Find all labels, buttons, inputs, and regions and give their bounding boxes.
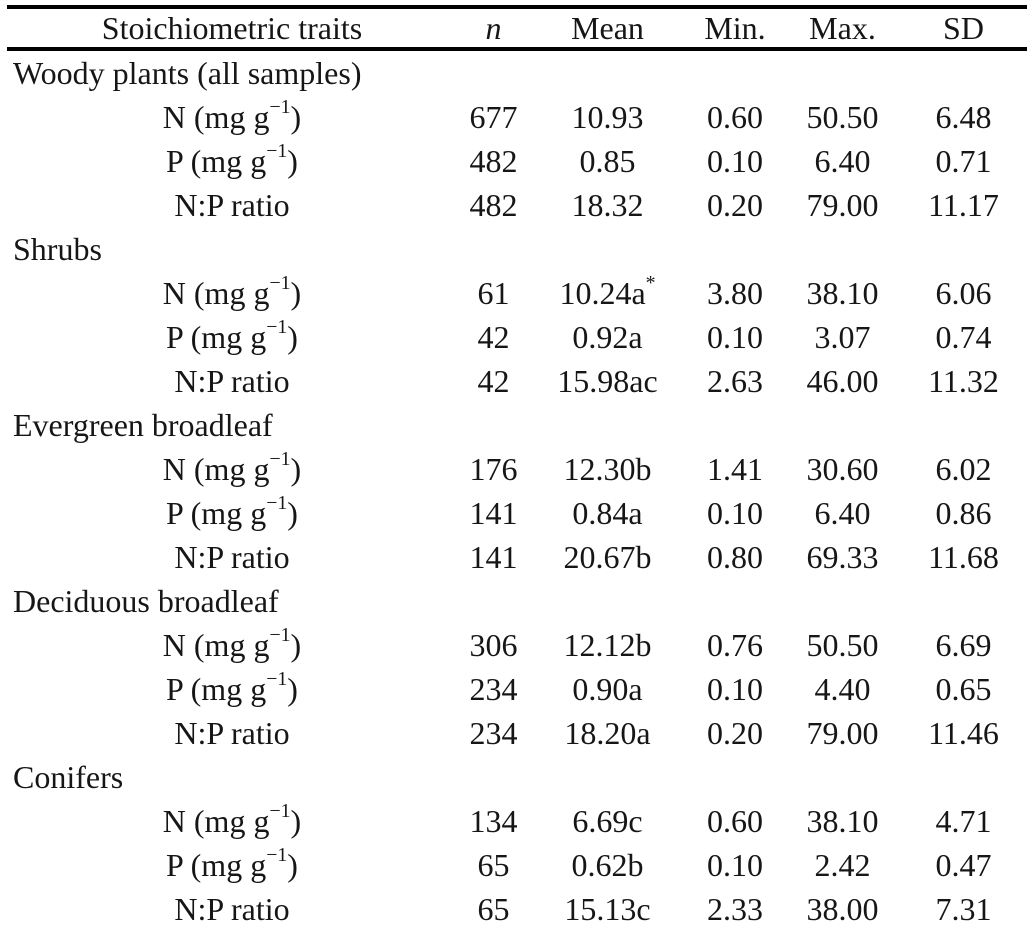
mean-cell: 15.13c [564,890,651,927]
sd-cell: 11.17 [928,186,999,223]
superscript: −1 [266,140,288,163]
n-cell: 677 [469,98,518,135]
trait-cell: P (mg $g^{-1}$) [166,316,298,355]
superscript: −1 [266,668,288,691]
n-cell: 61 [477,274,510,311]
group-row-deciduous-broadleaf [7,579,1027,623]
n-cell: 306 [469,626,518,663]
sd-cell: 6.69 [935,626,992,663]
n-cell: 482 [469,186,518,223]
header-min: Min. [704,9,766,46]
header-mean: Mean [571,9,644,46]
n-cell: 141 [469,538,518,575]
max-cell: 79.00 [806,186,879,223]
sd-cell: 7.31 [935,890,992,927]
table-row [7,535,1027,579]
min-cell: 0.20 [707,714,763,751]
table-row [7,315,1027,359]
superscript: −1 [266,316,288,339]
sd-cell: 0.71 [935,142,992,179]
max-cell: 4.40 [814,670,871,707]
sd-cell: 11.46 [928,714,999,751]
n-cell: 176 [469,450,518,487]
max-cell: 3.07 [814,318,871,355]
group-row-shrubs [7,227,1027,271]
superscript: −1 [269,272,291,295]
mean-cell: 0.90a [572,670,643,707]
trait-cell: N (mg $g^{-1}$) [162,800,302,839]
superscript: −1 [269,624,291,647]
mean-cell: 18.20a [564,714,651,751]
n-cell: 65 [477,890,510,927]
n-cell: 234 [469,714,518,751]
trait-cell: N (mg $g^{-1}$) [162,624,302,663]
max-cell: 79.00 [806,714,879,751]
superscript-asterisk: * [645,272,656,295]
table-row [7,843,1027,887]
min-cell: 0.10 [707,318,763,355]
sd-cell: 6.06 [935,274,992,311]
header-max: Max. [809,9,876,46]
trait-cell: N:P ratio [174,362,290,399]
table-header-row [7,7,1027,49]
superscript: −1 [269,96,291,119]
sd-cell: 4.71 [935,802,992,839]
table-row [7,139,1027,183]
min-cell: 0.10 [707,846,763,883]
header-trait: Stoichiometric traits [101,9,363,46]
min-cell: 0.60 [707,98,763,135]
mean-cell: 6.69c [572,802,643,839]
min-cell: 2.33 [707,890,763,927]
n-cell: 42 [477,318,510,355]
max-cell: 2.42 [814,846,871,883]
table-row [7,491,1027,535]
trait-cell: N:P ratio [174,538,290,575]
superscript: −1 [269,800,291,823]
trait-cell: P (mg $g^{-1}$) [166,668,298,707]
n-cell: 482 [469,142,518,179]
trait-cell: P (mg $g^{-1}$) [166,492,298,531]
superscript: −1 [266,492,288,515]
group-row-woody-plants [7,49,1027,95]
table-row [7,887,1027,931]
sd-cell: 0.47 [935,846,992,883]
table-row [7,447,1027,491]
n-cell: 234 [469,670,518,707]
sd-cell: 0.86 [935,494,992,531]
mean-cell: 15.98ac [557,362,658,399]
group-label: Woody plants (all samples) [13,54,362,91]
min-cell: 2.63 [707,362,763,399]
max-cell: 46.00 [806,362,879,399]
mean-cell: 0.92a [572,318,643,355]
max-cell: 38.10 [806,274,879,311]
max-cell: 50.50 [806,626,879,663]
table-row [7,799,1027,843]
header-n: n [485,9,502,46]
n-cell: 65 [477,846,510,883]
table-row [7,359,1027,403]
max-cell: 6.40 [814,494,871,531]
group-label: Evergreen broadleaf [13,406,273,443]
group-label: Shrubs [13,230,102,267]
group-label: Conifers [13,758,124,795]
max-cell: 69.33 [806,538,879,575]
header-sd: SD [943,9,984,46]
trait-cell: N (mg $g^{-1}$) [162,272,302,311]
sd-cell: 0.65 [935,670,992,707]
max-cell: 50.50 [806,98,879,135]
group-row-evergreen-broadleaf [7,403,1027,447]
mean-cell: 0.85 [579,142,636,179]
min-cell: 0.10 [707,670,763,707]
max-cell: 38.10 [806,802,879,839]
group-label: Deciduous broadleaf [13,582,279,619]
n-cell: 134 [469,802,518,839]
max-cell: 38.00 [806,890,879,927]
superscript: −1 [266,844,288,867]
min-cell: 0.10 [707,494,763,531]
stoichiometric-traits-table [7,5,1027,931]
min-cell: 0.80 [707,538,763,575]
min-cell: 1.41 [707,450,763,487]
table-row [7,95,1027,139]
mean-cell: 0.62b [571,846,644,883]
n-cell: 42 [477,362,510,399]
min-cell: 0.10 [707,142,763,179]
mean-cell: 20.67b [563,538,652,575]
sd-cell: 11.68 [928,538,999,575]
sd-cell: 11.32 [928,362,999,399]
min-cell: 3.80 [707,274,763,311]
max-cell: 30.60 [806,450,879,487]
trait-cell: P (mg $g^{-1}$) [166,140,298,179]
table-row [7,183,1027,227]
min-cell: 0.60 [707,802,763,839]
sd-cell: 0.74 [935,318,992,355]
n-cell: 141 [469,494,518,531]
mean-cell: 18.32 [571,186,644,223]
trait-cell: N (mg $g^{-1}$) [162,96,302,135]
trait-cell: P (mg $g^{-1}$) [166,844,298,883]
mean-cell: 10.93 [571,98,644,135]
min-cell: 0.20 [707,186,763,223]
mean-cell: 10.24a* [559,272,656,311]
mean-cell: 12.12b [563,626,652,663]
sd-cell: 6.48 [935,98,992,135]
trait-cell: N:P ratio [174,186,290,223]
group-row-conifers [7,755,1027,799]
superscript: −1 [269,448,291,471]
table-row [7,271,1027,315]
trait-cell: N:P ratio [174,714,290,751]
table-row [7,667,1027,711]
table-row [7,623,1027,667]
sd-cell: 6.02 [935,450,992,487]
trait-cell: N:P ratio [174,890,290,927]
mean-cell: 12.30b [563,450,652,487]
trait-cell: N (mg $g^{-1}$) [162,448,302,487]
mean-cell: 0.84a [572,494,643,531]
min-cell: 0.76 [707,626,763,663]
max-cell: 6.40 [814,142,871,179]
table-row [7,711,1027,755]
